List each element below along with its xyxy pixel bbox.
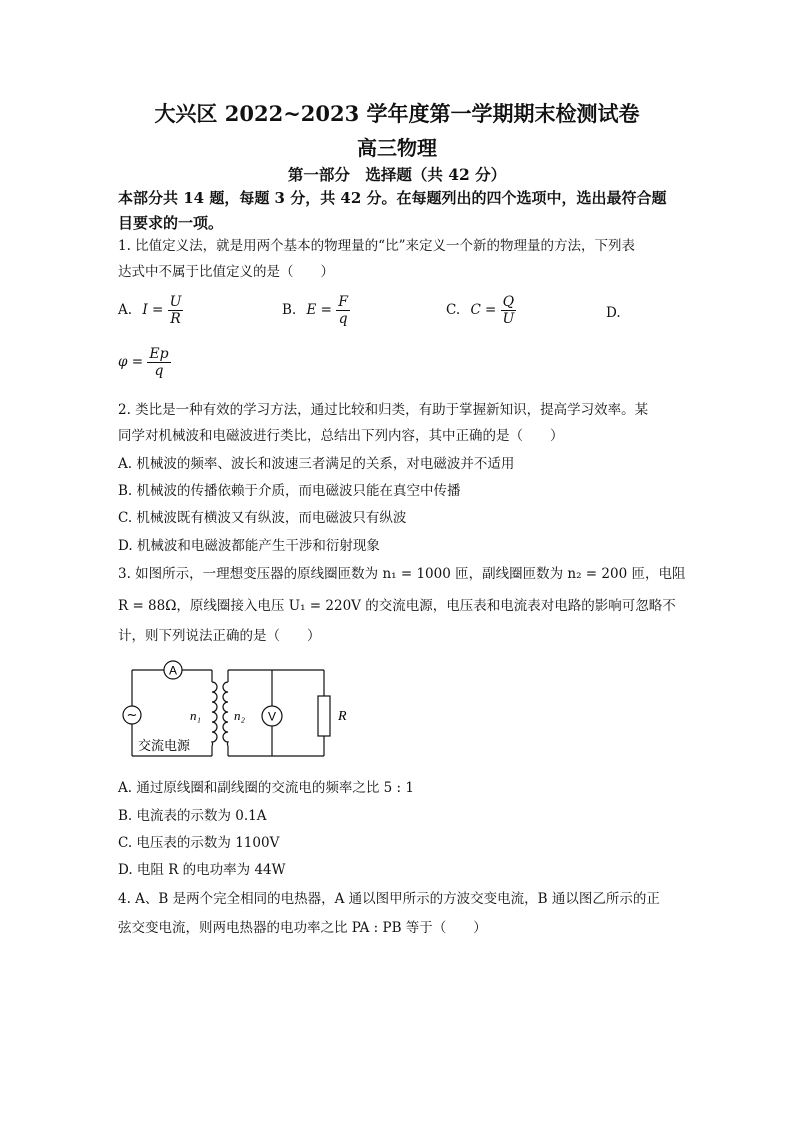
formula-lhs: C = [470,302,497,318]
q4-stem-line1: 4. A、B 是两个完全相同的电热器，A 通以图甲所示的方波交变电流，B 通以图乙所示的正 [118,891,660,907]
q1-option-b [282,294,350,327]
q1-stem-line1: 1. 比值定义法，就是用两个基本的物理量的“比”来定义一个新的物理量的方法，下列表 [118,238,635,254]
fraction-numerator: U [169,294,182,310]
q3-stem-line1: 3. 如图所示，一理想变压器的原线圈匝数为 n₁ = 1000 匝，副线圈匝数为 n₂ = 200 匝，电阻 [118,566,686,582]
formula-fraction [501,294,516,327]
section-instructions: 本部分共 14 题，每题 3 分，共 42 分。在每题列出的四个选项中，选出最符合题目要求的一项。 [118,189,667,232]
fraction-numerator: Ep [149,346,169,362]
ammeter-label: A [168,663,178,678]
q1-option-d-label: D. [606,305,621,321]
source-symbol: ~ [126,708,138,723]
transformer-circuit-diagram [118,660,358,766]
q3-stem-line2: R = 88Ω，原线圈接入电压 U₁ = 220V 的交流电源，电压表和电流表对电路的影响可忽略不 [118,598,676,614]
q3-option-a: A. 通过原线圈和副线圈的交流电的频率之比 5 : 1 [118,780,414,796]
option-label: C. [446,302,461,318]
fraction-numerator: F [338,294,348,310]
q3-option-d: D. 电阻 R 的电功率为 44W [118,862,286,878]
q2-option-d: D. 机械波和电磁波都能产生干涉和衍射现象 [118,538,380,554]
resistor-r [318,696,330,736]
option-label: B. [282,302,297,318]
fraction-denominator: q [154,363,164,379]
primary-coil [212,682,217,746]
q3-option-c: C. 电压表的示数为 1100V [118,835,280,851]
formula-lhs: E = [306,302,332,318]
n1-label: n₁ [190,708,202,723]
q2-option-c: C. 机械波既有横波又有纵波，而电磁波只有纵波 [118,510,407,526]
q1-option-a [118,294,183,327]
exam-title: 大兴区 2022~2023 学年度第一学期期末检测试卷 [154,101,640,126]
fraction-denominator: q [338,311,348,327]
fraction-denominator: R [170,311,181,327]
q3-option-b: B. 电流表的示数为 0.1A [118,808,267,824]
q3-stem-line3: 计，则下列说法正确的是（ ） [118,628,321,644]
option-label: A. [118,302,133,318]
voltmeter-label: V [267,709,277,724]
q4-stem-line2: 弦交变电流，则两电热器的电功率之比 PA : PB 等于（ ） [118,920,487,936]
q1-option-c [446,294,516,327]
q2-option-a: A. 机械波的频率、波长和波速三者满足的关系，对电磁波并不适用 [118,456,515,472]
q2-stem-line1: 2. 类比是一种有效的学习方法，通过比较和归类，有助于掌握新知识，提高学习效率。某 [118,402,649,418]
q1-option-d [118,346,171,379]
q1-stem-line2: 达式中不属于比值定义的是（ ） [118,264,334,280]
fraction-numerator: Q [502,294,515,310]
resistor-label: R [338,709,347,724]
formula-lhs: I = [142,302,164,318]
n2-label: n₂ [234,708,246,723]
formula-lhs: φ = [118,354,144,370]
exam-subtitle: 高三物理 [357,136,437,160]
secondary-coil [223,682,228,746]
source-caption: 交流电源 [138,739,191,754]
fraction-denominator: U [502,311,515,327]
formula-fraction [336,294,350,327]
section-heading: 第一部分 选择题（共 42 分） [287,165,507,184]
formula-fraction [168,294,184,327]
formula-fraction [147,346,170,379]
q2-option-b: B. 机械波的传播依赖于介质，而电磁波只能在真空中传播 [118,483,461,499]
q2-stem-line2: 同学对机械波和电磁波进行类比，总结出下列内容，其中正确的是（ ） [118,428,564,444]
